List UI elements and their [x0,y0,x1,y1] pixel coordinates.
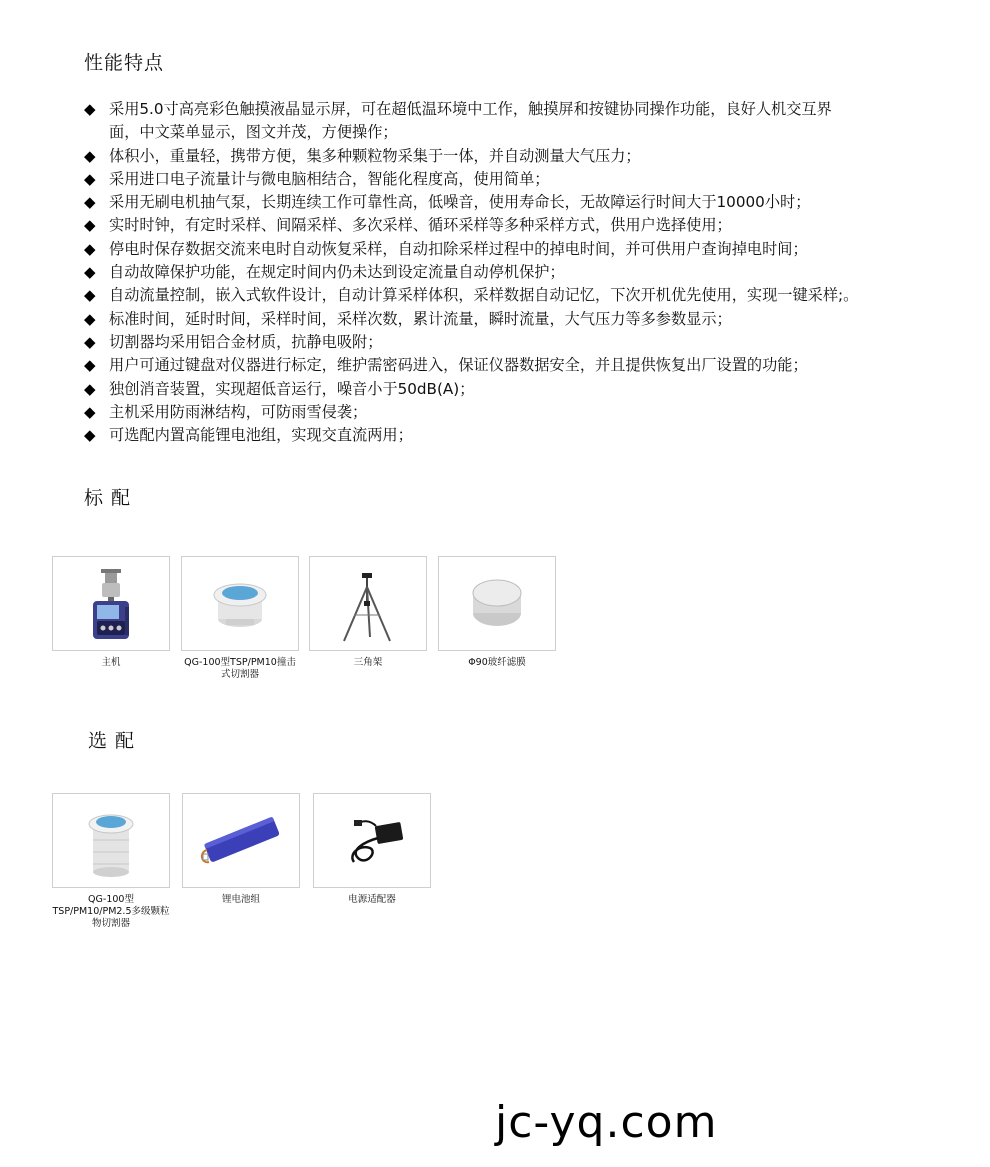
feature-item [84,238,944,261]
product-card-lithium-battery[interactable] [182,793,300,906]
feature-text: 标准时间，延时时间，采样时间，采样次数，累计流量，瞬时流量，大气压力等多参数显示； [109,309,732,328]
product-caption: QG-100型TSP/PM10撞击式切割器 [184,657,296,680]
feature-text: 采用无刷电机抽气泵，长期连续工作可靠性高，低噪音，使用寿命长，无故障运行时间大于10000小时； [109,193,811,212]
product-card-impactor-cutter[interactable] [181,556,299,681]
power-adapter-image [313,793,431,888]
diamond-bullet-icon: ◆ [84,216,96,235]
feature-item [84,168,944,191]
diamond-bullet-icon: ◆ [84,239,96,258]
feature-text: 采用进口电子流量计与微电脑相结合，智能化程度高，使用简单； [109,169,550,188]
feature-text: 主机采用防雨淋结构，可防雨雪侵袭； [109,402,368,421]
feature-list [84,98,944,447]
feature-text: 采用5.0寸高亮彩色触摸液晶显示屏，可在超低温环境中工作，触摸屏和按键协同操作功能，良好人机交互界 [109,100,832,118]
standard-config-heading: 标 配 [84,487,132,509]
feature-item [84,214,944,237]
diamond-bullet-icon: ◆ [84,263,96,282]
feature-text: 可选配内置高能锂电池组，实现交直流两用； [109,426,413,445]
feature-text: 停电时保存数据交流来电时自动恢复采样，自动扣除采样过程中的掉电时间，并可供用户查询掉电时间； [109,239,808,258]
feature-text-continued: 面，中文菜单显示，图文并茂，方便操作； [109,123,398,142]
diamond-bullet-icon: ◆ [84,146,96,165]
feature-text: 自动故障保护功能，在规定时间内仍未达到设定流量自动停机保护； [109,263,565,282]
tripod-image [309,556,427,651]
diamond-bullet-icon: ◆ [84,100,96,118]
diamond-bullet-icon: ◆ [84,356,96,375]
diamond-bullet-icon: ◆ [84,309,96,328]
sampler-main-unit-image [52,556,170,651]
feature-item [84,98,944,145]
product-card-tripod[interactable] [309,556,427,669]
product-card-filter[interactable] [438,556,556,669]
feature-text: 实时时钟，有定时采样、间隔采样、多次采样、循环采样等多种采样方式，供用户选择使用； [109,216,732,235]
product-caption: 电源适配器 [348,894,396,905]
product-card-multistage-cutter[interactable] [52,793,170,930]
diamond-bullet-icon: ◆ [84,286,96,305]
product-caption: QG-100型TSP/PM10/PM2.5多级颗粒物切割器 [52,894,170,929]
product-caption: 主机 [101,657,121,668]
site-watermark: jc-yq.com [495,1097,718,1148]
feature-text: 独创消音装置，实现超低音运行，噪音小于50dB(A)； [109,379,475,398]
feature-item [84,331,944,354]
feature-item [84,145,944,168]
feature-text: 体积小，重量轻，携带方便，集多种颗粒物采集于一体，并自动测量大气压力； [109,146,641,165]
diamond-bullet-icon: ◆ [84,402,96,421]
product-caption: Φ90玻纤滤膜 [468,657,526,668]
feature-item [84,378,944,401]
product-card-main-unit[interactable] [52,556,170,669]
features-heading: 性能特点 [84,52,165,74]
diamond-bullet-icon: ◆ [84,332,96,351]
feature-item [84,354,944,377]
multistage-cutter-image [52,793,170,888]
diamond-bullet-icon: ◆ [84,426,96,445]
feature-text: 自动流量控制，嵌入式软件设计，自动计算采样体积，采样数据自动记忆，下次开机优先使用，实现一键采样;。 [109,286,859,305]
impactor-cutter-image [181,556,299,651]
feature-item [84,308,944,331]
diamond-bullet-icon: ◆ [84,379,96,398]
optional-config-heading: 选 配 [88,730,136,752]
product-caption: 三角架 [353,657,383,668]
glass-fiber-filter-image [438,556,556,651]
feature-text: 用户可通过键盘对仪器进行标定，维护需密码进入，保证仪器数据安全，并且提供恢复出厂设置的功能； [109,356,808,375]
diamond-bullet-icon: ◆ [84,169,96,188]
feature-item [84,191,944,214]
product-card-power-adapter[interactable] [313,793,431,906]
feature-item [84,401,944,424]
product-caption: 锂电池组 [221,894,260,905]
feature-item [84,261,944,284]
feature-item [84,424,944,447]
feature-text: 切割器均采用铝合金材质，抗静电吸附； [109,332,383,351]
diamond-bullet-icon: ◆ [84,193,96,212]
feature-item [84,284,944,307]
lithium-battery-image [182,793,300,888]
